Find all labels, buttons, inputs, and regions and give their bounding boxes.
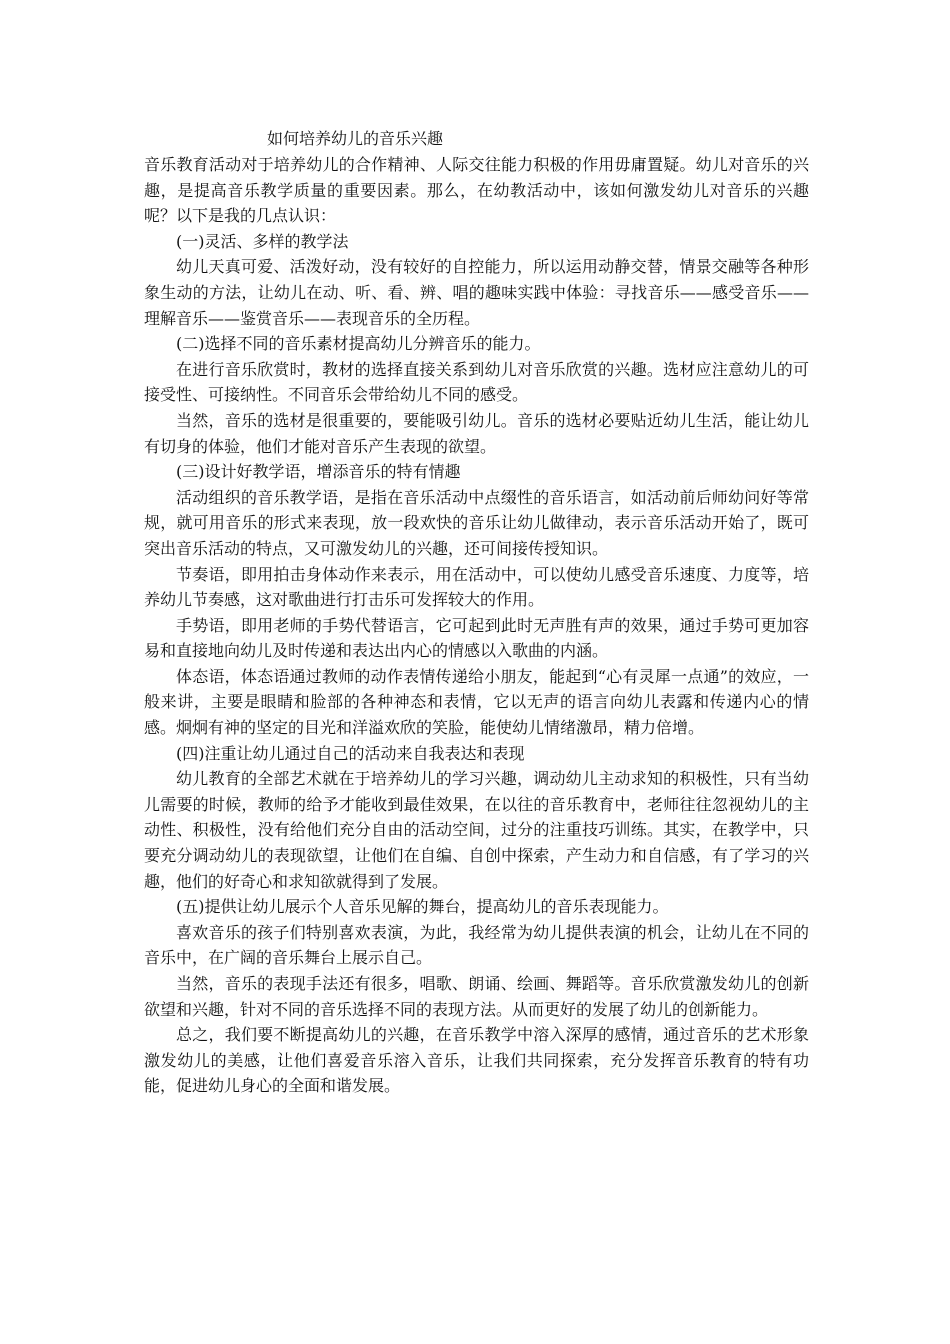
section-heading-2: (二)选择不同的音乐素材提高幼儿分辨音乐的能力。 <box>176 334 541 354</box>
body-paragraph: 幼儿天真可爱、活泼好动，没有较好的自控能力，所以运用动静交替，情景交融等各种形象生动的方法，让幼儿在动、听、看、辨、唱的趣味实践中体验：寻找音乐——感受音乐——理解音乐——鉴赏音乐——表现音乐的全历程。 <box>144 257 809 328</box>
section-heading-5: (五)提供让幼儿展示个人音乐见解的舞台，提高幼儿的音乐表现能力。 <box>176 897 669 917</box>
section-heading-1: (一)灵活、多样的教学法 <box>176 231 349 251</box>
document-title: 如何培养幼儿的音乐兴趣 <box>267 129 444 148</box>
body-paragraph: 体态语，体态语通过教师的动作表情传递给小朋友，能起到“心有灵犀一点通”的效应，一般来讲，主要是眼睛和脸部的各种神态和表情，它以无声的语言向幼儿表露和传递内心的情感。炯炯有神的坚定的目光和洋溢欢欣的笑脸，能使幼儿情绪激昂，精力倍增。 <box>144 666 809 738</box>
section-heading-4: (四)注重让幼儿通过自己的活动来自我表达和表现 <box>176 743 525 763</box>
document-body <box>144 126 809 1099</box>
body-paragraph: 节奏语，即用拍击身体动作来表示，用在活动中，可以使幼儿感受音乐速度、力度等，培养幼儿节奏感，这对歌曲进行打击乐可发挥较大的作用。 <box>144 564 809 610</box>
section-heading-3: (三)设计好教学语，增添音乐的特有情趣 <box>176 462 461 482</box>
body-paragraph: 在进行音乐欣赏时，教材的选择直接关系到幼儿对音乐欣赏的兴趣。选材应注意幼儿的可接受性、可接纳性。不同音乐会带给幼儿不同的感受。 <box>144 359 809 405</box>
conclusion-paragraph: 总之，我们要不断提高幼儿的兴趣，在音乐教学中溶入深厚的感情，通过音乐的艺术形象激发幼儿的美感，让他们喜爱音乐溶入音乐，让我们共同探索，充分发挥音乐教育的特有功能，促进幼儿身心的全面和谐发展。 <box>144 1025 809 1096</box>
intro-paragraph: 音乐教育活动对于培养幼儿的合作精神、人际交往能力积极的作用毋庸置疑。幼儿对音乐的兴趣，是提高音乐教学质量的重要因素。那么，在幼教活动中，该如何激发幼儿对音乐的兴趣呢？以下是我的几点认识： <box>144 155 809 226</box>
body-paragraph: 当然，音乐的选材是很重要的，要能吸引幼儿。音乐的选材必要贴近幼儿生活，能让幼儿有切身的体验，他们才能对音乐产生表现的欲望。 <box>144 410 809 456</box>
body-paragraph: 活动组织的音乐教学语，是指在音乐活动中点缀性的音乐语言，如活动前后师幼问好等常规，就可用音乐的形式来表现，放一段欢快的音乐让幼儿做律动，表示音乐活动开始了，既可突出音乐活动的特点，又可激发幼儿的兴趣，还可间接传授知识。 <box>144 487 809 558</box>
body-paragraph: 幼儿教育的全部艺术就在于培养幼儿的学习兴趣，调动幼儿主动求知的积极性，只有当幼儿需要的时候，教师的给予才能收到最佳效果，在以往的音乐教育中，老师往往忽视幼儿的主动性、积极性，没有给他们充分自由的活动空间，过分的注重技巧训练。其实，在教学中，只要充分调动幼儿的表现欲望，让他们在自编、自创中探索，产生动力和自信感，有了学习的兴趣，他们的好奇心和求知欲就得到了发展。 <box>144 769 809 891</box>
body-paragraph: 手势语，即用老师的手势代替语言，它可起到此时无声胜有声的效果，通过手势可更加容易和直接地向幼儿及时传递和表达出内心的情感以入歌曲的内涵。 <box>144 615 809 661</box>
body-paragraph: 当然，音乐的表现手法还有很多，唱歌、朗诵、绘画、舞蹈等。音乐欣赏激发幼儿的创新欲望和兴趣，针对不同的音乐选择不同的表现方法。从而更好的发展了幼儿的创新能力。 <box>144 974 809 1019</box>
body-paragraph: 喜欢音乐的孩子们特别喜欢表演，为此，我经常为幼儿提供表演的机会，让幼儿在不同的音乐中，在广阔的音乐舞台上展示自己。 <box>144 922 809 968</box>
